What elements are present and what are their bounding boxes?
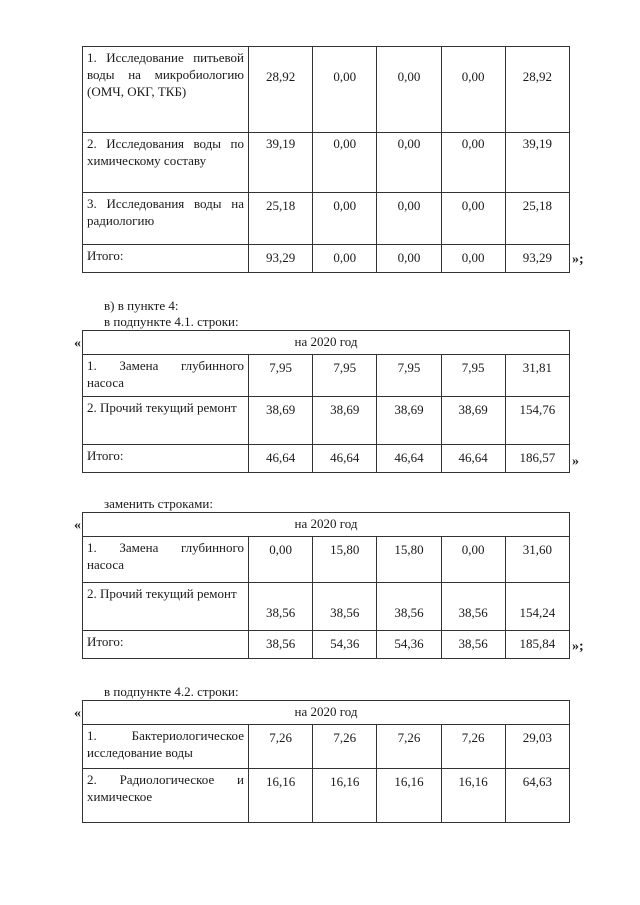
cell-value: 15,80: [313, 537, 377, 583]
row-label: 2. Прочий текущий ремонт: [83, 397, 249, 445]
cell-value: 38,56: [441, 631, 505, 659]
row-label: 1. Замена глубинного насоса: [83, 355, 249, 397]
row-label: 2. Прочий текущий ремонт: [83, 583, 249, 631]
cell-value: 38,56: [441, 583, 505, 631]
cell-value: 16,16: [377, 769, 441, 823]
cell-value: 16,16: [441, 769, 505, 823]
cell-value: 31,81: [505, 355, 569, 397]
cell-value: 0,00: [377, 245, 441, 273]
cell-value: 186,57: [505, 445, 569, 473]
cell-value: 38,56: [377, 583, 441, 631]
paragraph-b: в) в пункте 4:: [104, 298, 179, 313]
total-label: Итого:: [83, 445, 249, 473]
cell-value: 185,84: [505, 631, 569, 659]
cell-value: 0,00: [249, 537, 313, 583]
year-header: на 2020 год: [83, 513, 570, 537]
paragraph-sub41: в подпункте 4.1. строки:: [104, 314, 239, 329]
cell-value: 7,26: [441, 725, 505, 769]
table-header-row: [83, 701, 570, 725]
table-row: [83, 47, 570, 133]
cell-value: 0,00: [377, 193, 441, 245]
cell-value: 0,00: [441, 193, 505, 245]
cell-value: 7,26: [377, 725, 441, 769]
opening-quote-mark: «: [74, 336, 81, 351]
cell-value: 7,95: [377, 355, 441, 397]
cell-value: 38,69: [313, 397, 377, 445]
cell-value: 0,00: [377, 133, 441, 193]
table-41-new: [82, 512, 570, 659]
table-row: [83, 193, 570, 245]
cell-value: 15,80: [377, 537, 441, 583]
cell-value: 7,95: [249, 355, 313, 397]
closing-quote-mark: »: [572, 454, 579, 469]
cell-value: 7,95: [441, 355, 505, 397]
cell-value: 31,60: [505, 537, 569, 583]
cell-value: 0,00: [441, 47, 505, 133]
cell-value: 0,00: [441, 133, 505, 193]
total-label: Итого:: [83, 631, 249, 659]
cell-value: 154,76: [505, 397, 569, 445]
table-row: [83, 133, 570, 193]
row-label: 1. Бактериологическое исследование воды: [83, 725, 249, 769]
cell-value: 38,56: [249, 631, 313, 659]
cell-value: 0,00: [377, 47, 441, 133]
table-41-old: [82, 330, 570, 473]
table-row: [83, 537, 570, 583]
cell-value: 54,36: [313, 631, 377, 659]
table-row: [83, 725, 570, 769]
cell-value: 93,29: [249, 245, 313, 273]
table-total-row: [83, 245, 570, 273]
cell-value: 25,18: [249, 193, 313, 245]
opening-quote-mark: «: [74, 518, 81, 533]
cell-value: 38,56: [249, 583, 313, 631]
cell-value: 93,29: [505, 245, 569, 273]
cell-value: 28,92: [249, 47, 313, 133]
cell-value: 16,16: [249, 769, 313, 823]
cell-value: 38,69: [377, 397, 441, 445]
cell-value: 0,00: [313, 133, 377, 193]
paragraph-sub42: в подпункте 4.2. строки:: [104, 684, 239, 699]
cell-value: 16,16: [313, 769, 377, 823]
table-row: [83, 397, 570, 445]
cell-value: 46,64: [441, 445, 505, 473]
row-label: 2. Радиологическое и химическое: [83, 769, 249, 823]
row-label: 1. Исследование питьевой воды на микробиологию (ОМЧ, ОКГ, ТКБ): [83, 47, 249, 133]
cell-value: 7,26: [313, 725, 377, 769]
table-header-row: [83, 331, 570, 355]
year-header: на 2020 год: [83, 701, 570, 725]
cell-value: 7,26: [249, 725, 313, 769]
cell-value: 46,64: [249, 445, 313, 473]
cell-value: 64,63: [505, 769, 569, 823]
closing-quote-mark: »;: [572, 639, 584, 654]
row-label: 1. Замена глубинного насоса: [83, 537, 249, 583]
cell-value: 0,00: [441, 245, 505, 273]
table-row: [83, 769, 570, 823]
row-label: 3. Исследования воды на радиологию: [83, 193, 249, 245]
cell-value: 54,36: [377, 631, 441, 659]
cell-value: 46,64: [313, 445, 377, 473]
table-row: [83, 583, 570, 631]
cell-value: 0,00: [313, 47, 377, 133]
total-label: Итого:: [83, 245, 249, 273]
cell-value: 38,69: [249, 397, 313, 445]
cell-value: 38,69: [441, 397, 505, 445]
cell-value: 28,92: [505, 47, 569, 133]
cell-value: 0,00: [313, 193, 377, 245]
cell-value: 39,19: [505, 133, 569, 193]
closing-quote-mark: »;: [572, 252, 584, 267]
cell-value: 39,19: [249, 133, 313, 193]
cell-value: 38,56: [313, 583, 377, 631]
row-label: 2. Исследования воды по химическому составу: [83, 133, 249, 193]
table-total-row: [83, 445, 570, 473]
cell-value: 29,03: [505, 725, 569, 769]
year-header: на 2020 год: [83, 331, 570, 355]
cell-value: 0,00: [313, 245, 377, 273]
paragraph-replace: заменить строками:: [104, 496, 213, 511]
table-total-row: [83, 631, 570, 659]
cell-value: 154,24: [505, 583, 569, 631]
table-42-old: [82, 700, 570, 823]
cell-value: 0,00: [441, 537, 505, 583]
table-row: [83, 355, 570, 397]
table-top: [82, 46, 570, 273]
cell-value: 25,18: [505, 193, 569, 245]
cell-value: 46,64: [377, 445, 441, 473]
opening-quote-mark: «: [74, 706, 81, 721]
table-header-row: [83, 513, 570, 537]
cell-value: 7,95: [313, 355, 377, 397]
